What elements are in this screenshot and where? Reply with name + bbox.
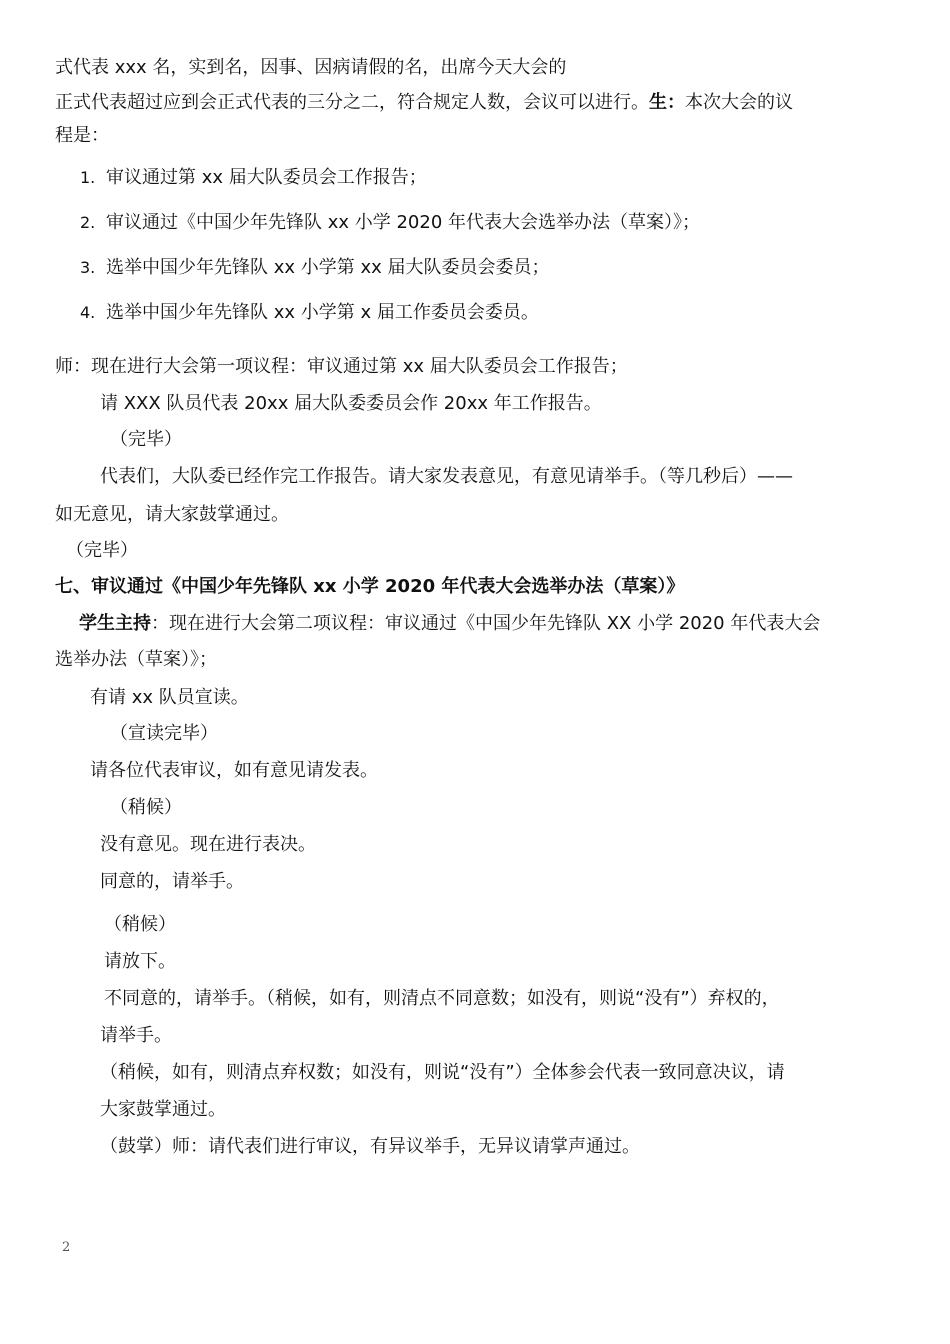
agenda-text: 选举中国少年先锋队 xx 小学第 xx 届大队委员会委员； bbox=[106, 257, 550, 278]
paragraph-line: （鼓掌）师：请代表们进行审议，有异议举手，无异议请掌声通过。 bbox=[100, 1136, 640, 1157]
agenda-text: 审议通过《中国少年先锋队 xx 小学 2020 年代表大会选举办法（草案）》； bbox=[106, 212, 700, 233]
agenda-text: 选举中国少年先锋队 xx 小学第 x 届工作委员会委员。 bbox=[106, 302, 539, 323]
paragraph-line: 大家鼓掌通过。 bbox=[100, 1099, 226, 1120]
agenda-item bbox=[80, 301, 539, 325]
agenda-item bbox=[80, 211, 700, 235]
agenda-number: 3. bbox=[80, 258, 96, 277]
paragraph-line: 请放下。 bbox=[104, 951, 176, 972]
paragraph-line: 有请 xx 队员宣读。 bbox=[90, 687, 249, 708]
speaker-label: 生： bbox=[649, 92, 685, 113]
paragraph-line: 没有意见。现在进行表决。 bbox=[100, 834, 316, 855]
paragraph-line: （稍候，如有，则清点弃权数；如没有，则说“没有”）全体参会代表一致同意决议，请 bbox=[100, 1062, 785, 1083]
paragraph-line: 选举办法（草案）》； bbox=[55, 649, 217, 670]
paragraph-line: 请 XXX 队员代表 20xx 届大队委委员会作 20xx 年工作报告。 bbox=[100, 393, 602, 414]
stage-note: （完毕） bbox=[110, 429, 182, 450]
speaker-label: 学生主持 bbox=[79, 613, 151, 634]
agenda-number: 2. bbox=[80, 213, 96, 232]
agenda-text: 审议通过第 xx 届大队委员会工作报告； bbox=[106, 167, 427, 188]
stage-note: （稍候） bbox=[104, 914, 176, 935]
page-number: 2 bbox=[62, 1240, 71, 1255]
paragraph-text: 本次大会的议 bbox=[685, 92, 793, 113]
paragraph-line: 不同意的，请举手。（稍候，如有，则清点不同意数；如没有，则说“没有”）弃权的， bbox=[104, 988, 780, 1009]
agenda-number: 4. bbox=[80, 303, 96, 322]
paragraph-line bbox=[79, 612, 820, 636]
paragraph-line: 师：现在进行大会第一项议程：审议通过第 xx 届大队委员会工作报告； bbox=[55, 356, 628, 377]
paragraph-text: ：现在进行大会第二项议程：审议通过《中国少年先锋队 XX 小学 2020 年代表大会 bbox=[151, 613, 821, 634]
agenda-number: 1. bbox=[80, 168, 96, 187]
paragraph-text: 正式代表超过应到会正式代表的三分之二，符合规定人数，会议可以进行。 bbox=[55, 92, 649, 113]
stage-note: （稍候） bbox=[110, 797, 182, 818]
paragraph-line: 代表们，大队委已经作完工作报告。请大家发表意见，有意见请举手。（等几秒后）—— bbox=[100, 466, 793, 487]
stage-note: （宣读完毕） bbox=[110, 723, 218, 744]
paragraph-line: 请举手。 bbox=[100, 1025, 172, 1046]
agenda-item bbox=[80, 166, 427, 190]
paragraph-line: 同意的，请举手。 bbox=[100, 871, 244, 892]
agenda-item bbox=[80, 256, 550, 280]
section-heading: 七、审议通过《中国少年先锋队 xx 小学 2020 年代表大会选举办法（草案）》 bbox=[55, 576, 685, 597]
paragraph-line: 程是： bbox=[55, 125, 109, 146]
paragraph-line bbox=[55, 91, 793, 115]
paragraph-line: 式代表 xxx 名，实到名，因事、因病请假的名，出席今天大会的 bbox=[55, 57, 567, 78]
paragraph-line: 请各位代表审议，如有意见请发表。 bbox=[90, 760, 378, 781]
paragraph-line: 如无意见，请大家鼓掌通过。 bbox=[55, 504, 289, 525]
stage-note: （完毕） bbox=[66, 540, 138, 561]
